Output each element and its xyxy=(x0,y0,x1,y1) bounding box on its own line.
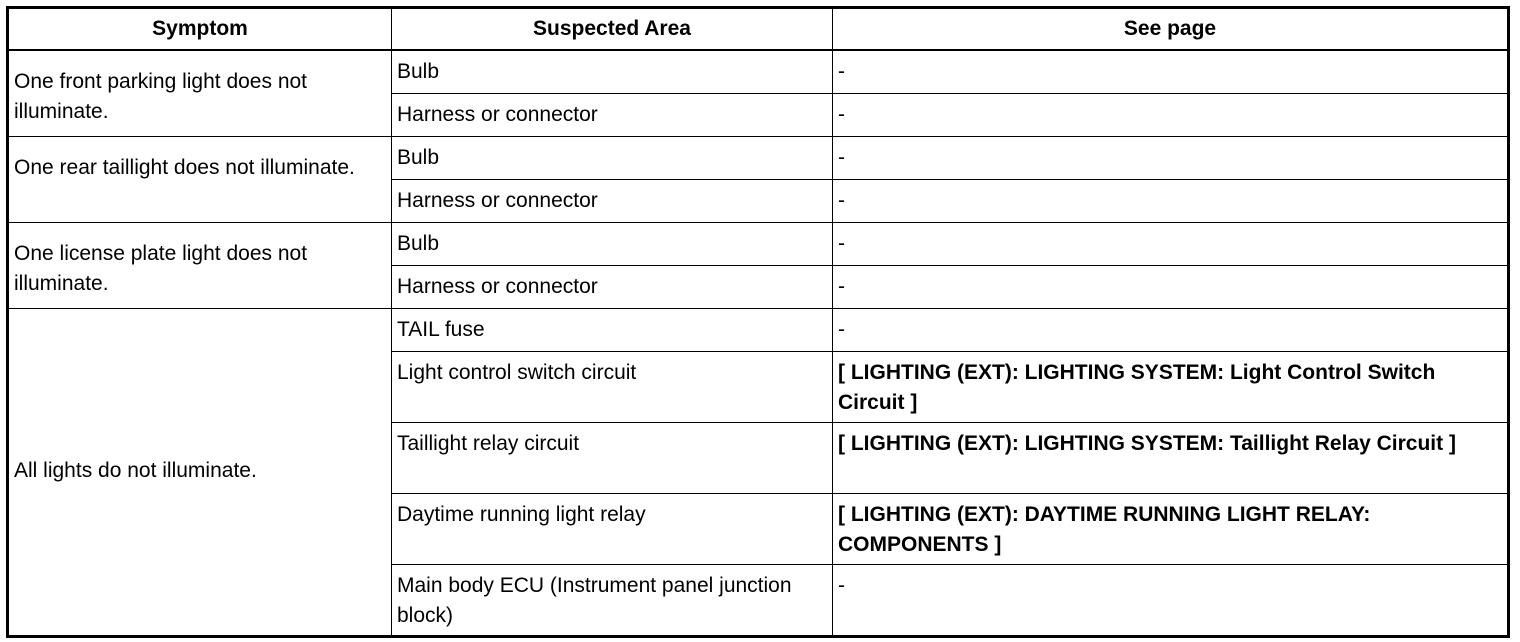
suspected-area-cell: Bulb xyxy=(392,137,833,180)
symptom-cell: One front parking light does not illuminate. xyxy=(8,50,392,137)
table-row xyxy=(8,50,1509,94)
see-page-cell: - xyxy=(833,94,1509,137)
suspected-area-cell: Bulb xyxy=(392,223,833,266)
see-page-cell: - xyxy=(833,137,1509,180)
header-suspected-area: Suspected Area xyxy=(392,8,833,51)
see-page-link[interactable]: [ LIGHTING (EXT): LIGHTING SYSTEM: Light Control Switch Circuit ] xyxy=(833,352,1509,423)
see-page-cell: - xyxy=(833,180,1509,223)
header-row xyxy=(8,8,1509,51)
suspected-area-cell: Daytime running light relay xyxy=(392,494,833,565)
symptom-cell: One rear taillight does not illuminate. xyxy=(8,137,392,223)
header-see-page: See page xyxy=(833,8,1509,51)
suspected-area-cell: Taillight relay circuit xyxy=(392,423,833,494)
header-symptom: Symptom xyxy=(8,8,392,51)
see-page-cell: - xyxy=(833,223,1509,266)
table-row xyxy=(8,137,1509,180)
troubleshooting-table xyxy=(6,6,1510,638)
suspected-area-cell: TAIL fuse xyxy=(392,309,833,352)
see-page-cell: - xyxy=(833,50,1509,94)
suspected-area-cell: Harness or connector xyxy=(392,94,833,137)
see-page-cell: - xyxy=(833,266,1509,309)
suspected-area-cell: Light control switch circuit xyxy=(392,352,833,423)
suspected-area-cell: Main body ECU (Instrument panel junction block) xyxy=(392,565,833,637)
see-page-link[interactable]: [ LIGHTING (EXT): DAYTIME RUNNING LIGHT RELAY: COMPONENTS ] xyxy=(833,494,1509,565)
suspected-area-cell: Bulb xyxy=(392,50,833,94)
symptom-cell: One license plate light does not illuminate. xyxy=(8,223,392,309)
see-page-cell: - xyxy=(833,309,1509,352)
table-row xyxy=(8,309,1509,352)
see-page-cell: - xyxy=(833,565,1509,637)
suspected-area-cell: Harness or connector xyxy=(392,180,833,223)
suspected-area-cell: Harness or connector xyxy=(392,266,833,309)
see-page-link[interactable]: [ LIGHTING (EXT): LIGHTING SYSTEM: Taillight Relay Circuit ] xyxy=(833,423,1509,494)
symptom-cell: All lights do not illuminate. xyxy=(8,309,392,637)
table-row xyxy=(8,223,1509,266)
